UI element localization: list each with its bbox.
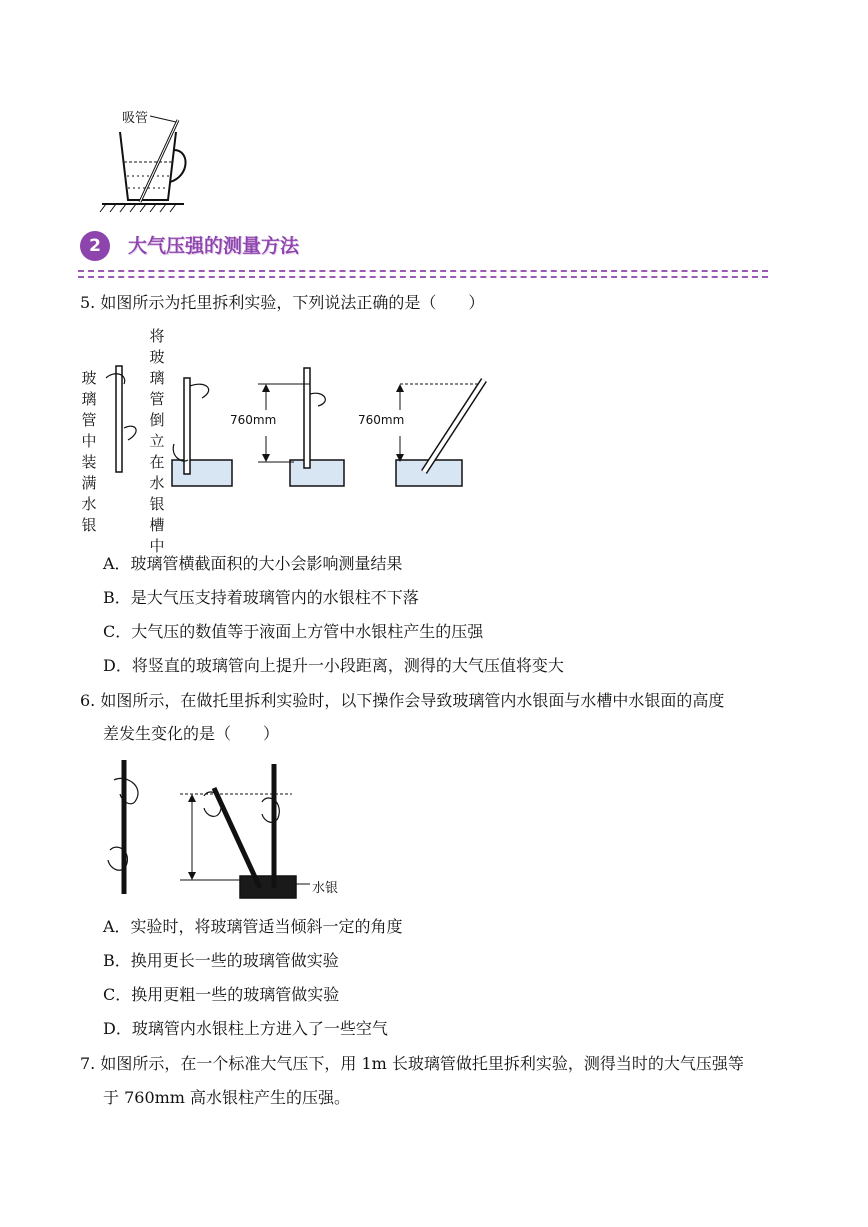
q5-option-c: C．大气压的数值等于液面上方管中水银柱产生的压强 bbox=[103, 622, 484, 641]
q5-height-label-tilted: 760mm bbox=[358, 413, 405, 427]
q6-option-b: B．换用更长一些的玻璃管做实验 bbox=[103, 951, 339, 970]
q5-fig-label-invert: 将玻璃管倒立在水银槽中 bbox=[149, 327, 165, 555]
q6-mercury-label: 水银 bbox=[312, 881, 339, 896]
q5-option-a: A．玻璃管横截面积的大小会影响测量结果 bbox=[103, 554, 403, 573]
q6-experiment-figure bbox=[96, 756, 316, 900]
q5-fig-label-fill: 玻璃管中装满水银 bbox=[81, 369, 97, 534]
q7-stem-line1: 7. 如图所示，在一个标准大气压下，用 1m 长玻璃管做托里拆利实验，测得当时的大气压强等 bbox=[80, 1054, 744, 1073]
q5-option-d: D．将竖直的玻璃管向上提升一小段距离，测得的大气压值将变大 bbox=[103, 656, 564, 675]
q7-stem-line2: 于 760mm 高水银柱产生的压强。 bbox=[103, 1088, 351, 1107]
q5-torricelli-drawing bbox=[98, 360, 498, 490]
straw-label: 吸管 bbox=[122, 111, 149, 126]
q6-option-c: C．换用更粗一些的玻璃管做实验 bbox=[103, 985, 340, 1004]
q5-height-label-vertical: 760mm bbox=[230, 413, 277, 427]
q6-option-a: A．实验时，将玻璃管适当倾斜一定的角度 bbox=[103, 917, 403, 936]
q5-option-b: B．是大气压支持着玻璃管内的水银柱不下落 bbox=[103, 588, 419, 607]
section-number-badge: 2 bbox=[80, 231, 110, 261]
section-title: 大气压强的测量方法 bbox=[128, 235, 300, 257]
q5-stem: 5. 如图所示为托里拆利实验，下列说法正确的是（ ） bbox=[80, 293, 485, 312]
section-divider bbox=[78, 270, 768, 272]
q6-experiment-drawing bbox=[96, 756, 316, 900]
q5-torricelli-figure bbox=[98, 360, 498, 490]
q6-stem-line1: 6. 如图所示，在做托里拆利实验时，以下操作会导致玻璃管内水银面与水槽中水银面的高度 bbox=[80, 691, 725, 710]
q6-stem-line2: 差发生变化的是（ ） bbox=[103, 724, 280, 743]
section-divider-lower bbox=[78, 276, 768, 278]
q6-option-d: D．玻璃管内水银柱上方进入了一些空气 bbox=[103, 1019, 388, 1038]
